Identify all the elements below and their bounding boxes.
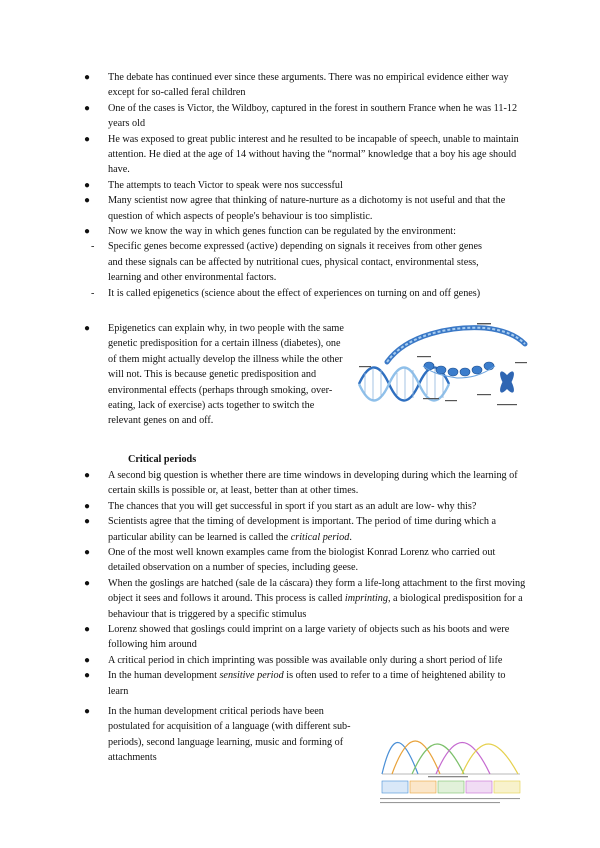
- epigenetics-diagram: [357, 322, 529, 406]
- list-item: ● Scientists agree that the timing of development is important. The period of time during which a particular ability can be learned is called the critical period.: [84, 516, 496, 543]
- bullet-icon: ●: [84, 547, 91, 559]
- sensitive-periods-diagram: [378, 730, 524, 812]
- list-item: ● One of the cases is Victor, the Wildboy, captured in the forest in southern France when he was 11-12 years old: [84, 102, 518, 130]
- stage-boxes: [382, 781, 520, 793]
- list-item: ● A second big question is whether there are time windows in developing during which the learning of certain skills is possible or, at least, better than at other times.: [84, 470, 518, 497]
- list-item: ● A critical period in chich imprinting was possible was available only during a short period of life: [108, 653, 528, 668]
- chromosome-icon: [498, 370, 517, 395]
- bullet-icon: ●: [84, 179, 91, 191]
- bullet-icon: ●: [84, 624, 91, 636]
- sub-list-item: - It is called epigenetics (science about the effect of experiences on turning on and off genes): [91, 287, 481, 299]
- bullet-icon: ●: [84, 133, 91, 145]
- list-item: ● One of the most well known examples came from the biologist Konrad Lorenz who carried out detailed observation on a number of species, including geese.: [84, 547, 496, 574]
- curve-4: [436, 743, 490, 775]
- intro-bullets: [84, 70, 528, 301]
- list-item: ● The debate has continued ever since these arguments. There was no empirical evidence either way except for so-called feral children: [84, 72, 509, 99]
- curve-1: [382, 743, 418, 775]
- nucleosome-beads: [424, 362, 494, 376]
- critical-periods-language-bullet: [84, 704, 358, 766]
- curve-5: [462, 744, 518, 774]
- bullet-icon: ●: [84, 72, 91, 83]
- bullet-icon: ●: [84, 102, 91, 114]
- bullet-icon: ●: [84, 516, 91, 528]
- sub-list-item: - Specific genes become expressed (active) depending on signals it receives from other genes and these signals can be affected by nutritional cues, physical contact, environmental stess, learning and other environmental factors.: [91, 241, 482, 284]
- section-heading: Critical periods: [128, 454, 197, 465]
- list-item: ● Now we know the way in which genes function can be regulated by the environment: - Specific genes become expressed (active) depending on signals it receives from other genes and these signals can be affected by nutritional cues, physical contact, environmental stess, learning and other environmental factors. - It is called epigenetics (science about the effect of experiences on turning on and off genes): [108, 224, 528, 301]
- bullet-icon: ●: [84, 226, 91, 238]
- list-item: ● The chances that you will get successful in sport if you start as an adult are low- why this?: [108, 499, 528, 514]
- bullet-icon: ●: [84, 577, 91, 589]
- bullet-icon: ●: [84, 706, 91, 717]
- list-item: ● Epigenetics can explain why, in two people with the same genetic predisposition for a certain illness (diabetes), one of them might actually develop the illness while the other will not. This is because genetic predisposition and environmental effects (perhaps through smoking, over-eating, lack of exercise) acts together to switch the relevant genes on and off.: [84, 323, 344, 427]
- critical-periods-bullets: [84, 468, 528, 699]
- list-item: ● Many scientist now agree that thinking of nature-nurture as a dichotomy is not useful and that the question of which aspects of people's behaviour is too simplistic.: [84, 195, 506, 222]
- bullet-icon: ●: [84, 195, 91, 207]
- epigenetics-bullet: [84, 321, 348, 429]
- bullet-icon: ●: [84, 500, 91, 512]
- bullet-icon: ●: [84, 323, 91, 334]
- list-item: ● He was exposed to great public interest and he resulted to be incapable of speech, unable to maintain attention. He died at the age of 14 without having the “normal” knowledge that a boy his age should have.: [84, 133, 519, 176]
- list-item: ● The attempts to teach Victor to speak were nos successful: [108, 178, 528, 193]
- list-item: ● When the goslings are hatched (sale de la cáscara) they form a life-long attachment to the first moving object it sees and follows it around. This process is called imprinting, a biological predisposition for a behaviour that is triggered by a specific stimulus: [84, 577, 526, 620]
- list-item: ● Lorenz showed that goslings could imprint on a large variety of objects such as his boots and were following him around: [84, 624, 510, 651]
- bullet-icon: ●: [84, 670, 91, 682]
- bullet-icon: ●: [84, 470, 91, 481]
- list-item: ● In the human development sensitive period is often used to refer to a time of heightened ability to learn: [84, 670, 506, 697]
- bullet-icon: ●: [84, 654, 91, 666]
- list-item: ● In the human development critical periods have been postulated for acquisition of a language (with different sub-periods), second language learning, music and forming of attachments: [84, 706, 351, 764]
